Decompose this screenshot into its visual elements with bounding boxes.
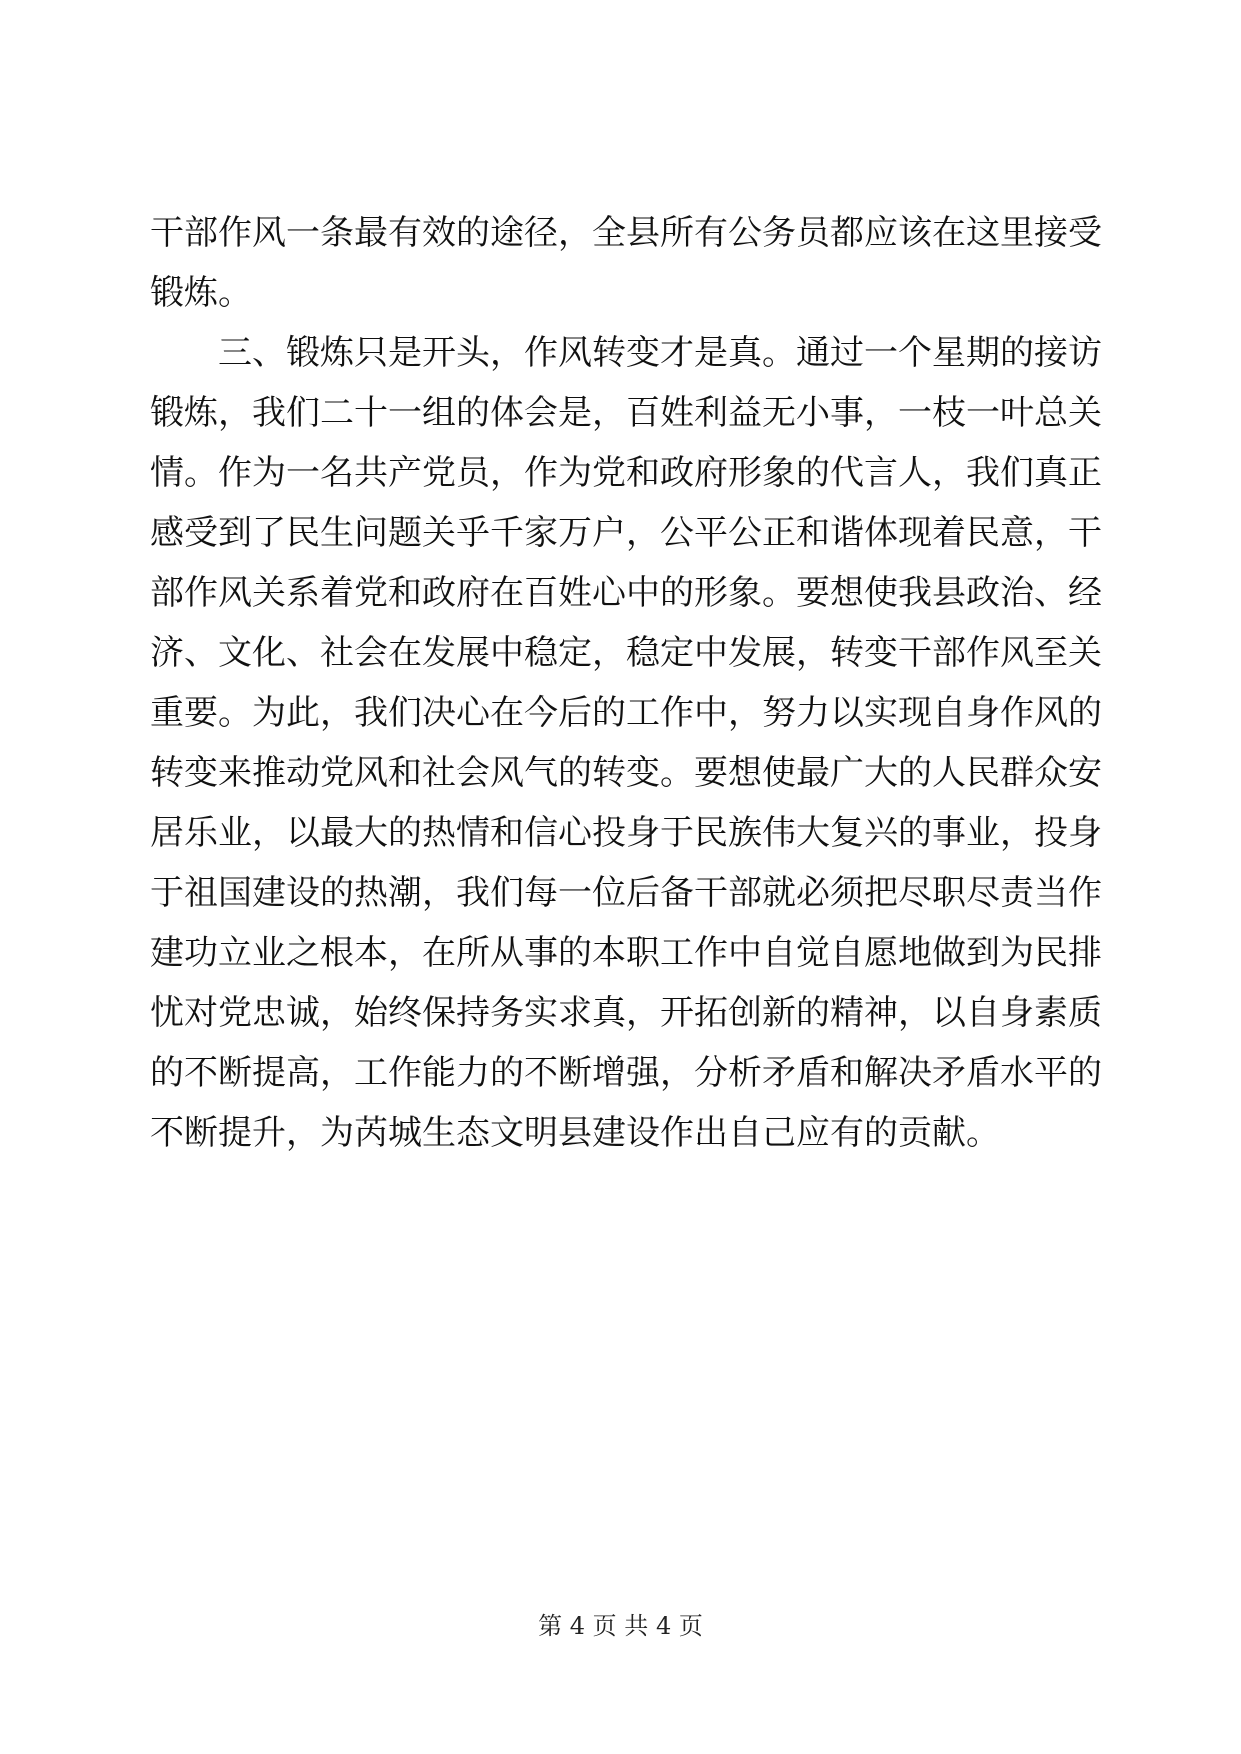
text-line: 转变来推动党风和社会风气的转变。要想使最广大的人民群众安 <box>150 753 1102 793</box>
text-line: 锻炼，我们二十一组的体会是，百姓利益无小事，一枝一叶总关 <box>150 393 1102 433</box>
text-line: 济、文化、社会在发展中稳定，稳定中发展，转变干部作风至关 <box>150 633 1102 673</box>
text-line: 于祖国建设的热潮，我们每一位后备干部就必须把尽职尽责当作 <box>150 873 1102 913</box>
text-line: 重要。为此，我们决心在今后的工作中，努力以实现自身作风的 <box>150 693 1102 733</box>
paragraph-1 <box>150 203 1102 323</box>
text-line: 忧对党忠诚，始终保持务实求真，开拓创新的精神，以自身素质 <box>150 993 1102 1033</box>
text-line: 干部作风一条最有效的途径，全县所有公务员都应该在这里接受 <box>150 213 1102 253</box>
text-line: 三、锻炼只是开头，作风转变才是真。通过一个星期的接访 <box>218 333 1102 373</box>
page-number-footer: 第 4 页 共 4 页 <box>538 1612 703 1640</box>
text-line: 部作风关系着党和政府在百姓心中的形象。要想使我县政治、经 <box>150 573 1102 613</box>
text-line: 锻炼。 <box>150 273 252 313</box>
text-line: 的不断提高，工作能力的不断增强，分析矛盾和解决矛盾水平的 <box>150 1053 1102 1093</box>
body-text <box>150 203 1102 1163</box>
text-line: 不断提升，为芮城生态文明县建设作出自己应有的贡献。 <box>150 1113 1000 1153</box>
text-line: 感受到了民生问题关乎千家万户，公平公正和谐体现着民意，干 <box>150 513 1102 553</box>
text-line: 情。作为一名共产党员，作为党和政府形象的代言人，我们真正 <box>150 453 1102 493</box>
text-line: 居乐业，以最大的热情和信心投身于民族伟大复兴的事业，投身 <box>150 813 1102 853</box>
paragraph-2 <box>150 323 1102 1163</box>
text-line: 建功立业之根本，在所从事的本职工作中自觉自愿地做到为民排 <box>150 933 1102 973</box>
